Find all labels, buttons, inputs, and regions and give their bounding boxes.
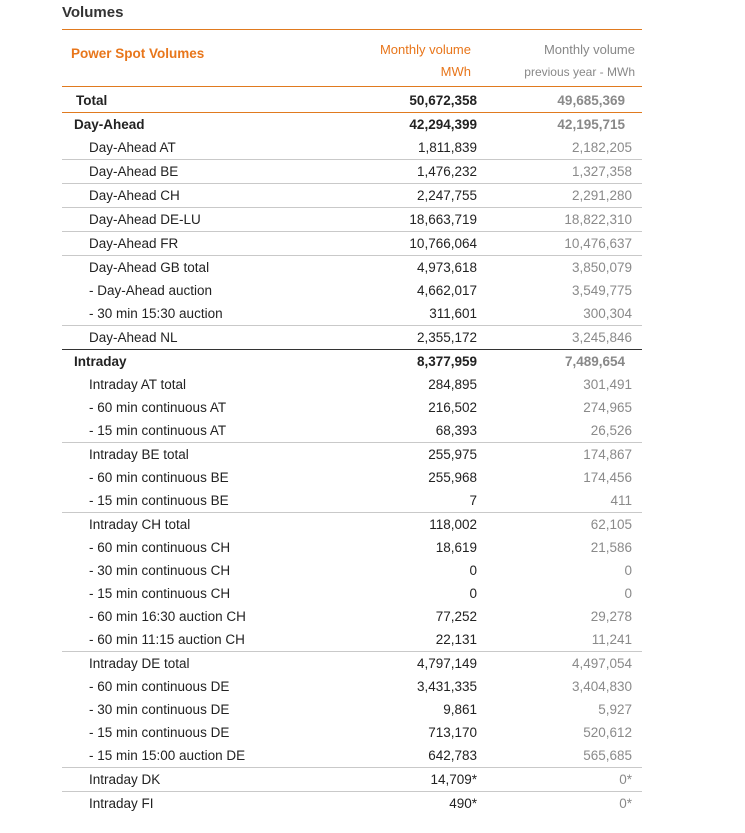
- row-previous-volume: 0*: [619, 795, 632, 811]
- row-label: Day-Ahead: [74, 116, 145, 132]
- row-label: - Day-Ahead auction: [89, 282, 213, 298]
- row-current-volume: 255,975: [428, 446, 477, 462]
- row-current-volume: 10,766,064: [406, 232, 481, 256]
- row-label: - 15 min continuous DE: [89, 724, 230, 740]
- row-label: Intraday CH total: [89, 516, 191, 532]
- row-previous-volume: 2,291,280: [481, 184, 642, 208]
- table-row: [62, 279, 642, 302]
- row-current-volume: 4,797,149: [416, 655, 477, 671]
- row-label: - 60 min continuous DE: [89, 678, 230, 694]
- row-current-volume: 0: [469, 585, 477, 601]
- row-label: - 15 min continuous BE: [62, 489, 406, 513]
- column-header-current: [350, 39, 471, 83]
- table-row: [62, 326, 642, 350]
- column-header-previous-line1: Monthly volume: [543, 42, 635, 57]
- table-row: [62, 792, 642, 816]
- row-label: Day-Ahead FR: [62, 232, 406, 256]
- row-label: - 60 min continuous AT: [89, 399, 227, 415]
- row-label: Intraday AT total: [89, 376, 187, 392]
- group-row: [62, 113, 642, 137]
- row-previous-volume: 300,304: [481, 302, 642, 326]
- row-previous-volume: 520,612: [583, 724, 632, 740]
- row-previous-volume: 0*: [481, 768, 642, 792]
- row-label: Intraday: [74, 353, 127, 369]
- row-current-volume: 18,663,719: [406, 208, 481, 232]
- table-row: [62, 744, 642, 768]
- row-current-volume: 118,002: [429, 516, 477, 532]
- row-previous-volume: 1,327,358: [481, 160, 642, 184]
- table-row: [62, 675, 642, 698]
- row-current-volume: 284,895: [428, 376, 477, 392]
- table-row: [62, 232, 642, 256]
- row-previous-volume: 5,927: [598, 701, 632, 717]
- row-previous-volume: 7,489,654: [564, 353, 625, 369]
- row-label: Intraday DE total: [89, 655, 190, 671]
- table-row: [62, 302, 642, 326]
- total-row: [62, 89, 642, 113]
- table-row: [62, 160, 642, 184]
- table-row: [62, 373, 642, 396]
- row-previous-volume: 3,404,830: [571, 678, 632, 694]
- row-label: - 60 min 11:15 auction CH: [62, 628, 406, 652]
- row-previous-volume: 3,245,846: [481, 326, 642, 350]
- row-previous-volume: 4,497,054: [571, 655, 632, 671]
- row-label: Intraday FI: [89, 795, 154, 811]
- row-current-volume: 77,252: [435, 608, 477, 624]
- row-previous-volume: 0: [624, 562, 632, 578]
- row-current-volume: 18,619: [435, 539, 477, 555]
- row-current-volume: 14,709*: [406, 768, 481, 792]
- row-previous-volume: 62,105: [590, 516, 632, 532]
- row-current-volume: 42,294,399: [409, 116, 477, 132]
- table-row: [62, 582, 642, 605]
- column-header-previous-line2: previous year - MWh: [524, 65, 635, 79]
- row-previous-volume: 3,850,079: [571, 259, 632, 275]
- row-previous-volume: 42,195,715: [557, 116, 625, 132]
- row-current-volume: 490*: [449, 795, 477, 811]
- section-title: Volumes: [62, 4, 124, 21]
- row-previous-volume: 0: [624, 585, 632, 601]
- table-header-label: Power Spot Volumes: [71, 46, 205, 61]
- row-current-volume: 7: [406, 489, 481, 513]
- row-current-volume: 642,783: [406, 744, 481, 768]
- row-label: Day-Ahead NL: [62, 326, 406, 350]
- row-label: - 60 min continuous BE: [89, 469, 229, 485]
- table-row: [62, 489, 642, 513]
- table-row: [62, 628, 642, 652]
- table-row: [62, 136, 642, 160]
- row-current-volume: 3,431,335: [416, 678, 477, 694]
- table-row: [62, 208, 642, 232]
- row-label: Day-Ahead AT: [62, 136, 406, 160]
- table-row: [62, 605, 642, 628]
- column-header-previous: [490, 39, 635, 83]
- row-current-volume: 50,672,358: [406, 89, 481, 113]
- row-current-volume: 1,476,232: [406, 160, 481, 184]
- column-header-current-line1: Monthly volume: [379, 42, 471, 57]
- column-header-current-line2: MWh: [440, 64, 471, 79]
- table-row: [62, 396, 642, 419]
- table-row: [62, 536, 642, 559]
- table-row: [62, 466, 642, 489]
- row-label: - 30 min continuous CH: [89, 562, 231, 578]
- table-row: [62, 721, 642, 744]
- row-current-volume: 68,393: [406, 419, 481, 443]
- table-row: [62, 698, 642, 721]
- header-divider: [62, 86, 642, 87]
- row-label: Day-Ahead CH: [62, 184, 406, 208]
- row-current-volume: 216,502: [428, 399, 477, 415]
- volumes-table-body: [62, 89, 642, 815]
- row-current-volume: 9,861: [443, 701, 477, 717]
- table-row: [62, 443, 642, 467]
- row-current-volume: 1,811,839: [406, 136, 481, 160]
- table-row: [62, 184, 642, 208]
- row-previous-volume: 3,549,775: [571, 282, 632, 298]
- row-current-volume: 311,601: [406, 302, 481, 326]
- row-previous-volume: 2,182,205: [481, 136, 642, 160]
- table-row: [62, 768, 642, 792]
- title-divider: [62, 29, 642, 30]
- row-label: - 15 min continuous AT: [62, 419, 406, 443]
- row-label: Intraday DK: [62, 768, 406, 792]
- row-label: - 30 min continuous DE: [89, 701, 230, 717]
- row-previous-volume: 174,456: [583, 469, 632, 485]
- row-label: Total: [62, 89, 406, 113]
- row-label: - 60 min 16:30 auction CH: [89, 608, 246, 624]
- row-label: Day-Ahead GB total: [89, 259, 210, 275]
- row-previous-volume: 18,822,310: [481, 208, 642, 232]
- volumes-table: [62, 89, 642, 815]
- row-previous-volume: 10,476,637: [481, 232, 642, 256]
- row-previous-volume: 565,685: [481, 744, 642, 768]
- row-label: Day-Ahead DE-LU: [62, 208, 406, 232]
- row-label: - 30 min 15:30 auction: [62, 302, 406, 326]
- row-current-volume: 713,170: [428, 724, 477, 740]
- row-previous-volume: 29,278: [590, 608, 632, 624]
- row-previous-volume: 174,867: [583, 446, 632, 462]
- row-label: - 60 min continuous CH: [89, 539, 231, 555]
- row-current-volume: 0: [469, 562, 477, 578]
- row-previous-volume: 49,685,369: [481, 89, 642, 113]
- row-previous-volume: 26,526: [481, 419, 642, 443]
- row-label: Intraday BE total: [89, 446, 189, 462]
- row-current-volume: 22,131: [406, 628, 481, 652]
- row-previous-volume: 11,241: [481, 628, 642, 652]
- row-previous-volume: 301,491: [583, 376, 632, 392]
- row-label: - 15 min 15:00 auction DE: [62, 744, 406, 768]
- row-previous-volume: 21,586: [590, 539, 632, 555]
- table-row: [62, 419, 642, 443]
- row-current-volume: 4,973,618: [416, 259, 477, 275]
- table-row: [62, 256, 642, 280]
- table-row: [62, 559, 642, 582]
- row-label: Day-Ahead BE: [62, 160, 406, 184]
- table-row: [62, 652, 642, 676]
- row-label: - 15 min continuous CH: [89, 585, 231, 601]
- row-previous-volume: 274,965: [583, 399, 632, 415]
- row-current-volume: 2,247,755: [406, 184, 481, 208]
- row-previous-volume: 411: [481, 489, 642, 513]
- row-current-volume: 8,377,959: [416, 353, 477, 369]
- row-current-volume: 4,662,017: [416, 282, 477, 298]
- row-current-volume: 255,968: [428, 469, 477, 485]
- group-row: [62, 350, 642, 374]
- table-row: [62, 513, 642, 537]
- row-current-volume: 2,355,172: [406, 326, 481, 350]
